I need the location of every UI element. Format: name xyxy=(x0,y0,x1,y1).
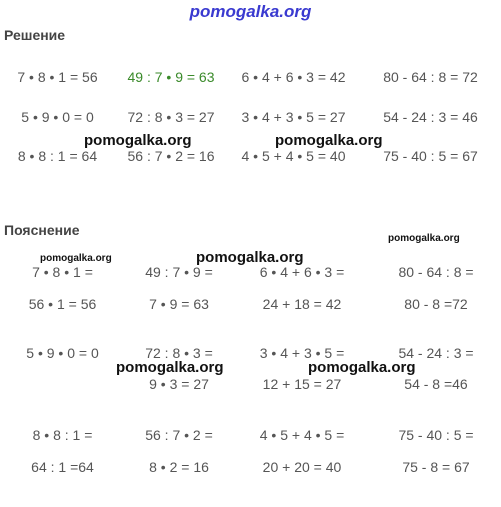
explanation-expr: 9 • 3 = 27 xyxy=(149,376,209,392)
site-logo: pomogalka.org xyxy=(189,2,312,21)
explanation-expr: 64 : 1 =64 xyxy=(31,459,94,475)
explanation-heading: Пояснение xyxy=(4,222,80,238)
solution-expr: 54 - 24 : 3 = 46 xyxy=(383,109,478,125)
explanation-expr: 56 • 1 = 56 xyxy=(28,296,97,312)
solution-expr: 5 • 9 • 0 = 0 xyxy=(21,109,94,125)
watermark: pomogalka.org xyxy=(40,253,112,264)
explanation-expr: 12 + 15 = 27 xyxy=(262,376,342,392)
explanation-expr: 80 - 8 =72 xyxy=(404,296,468,312)
explanation-expr: 54 - 24 : 3 = xyxy=(398,345,474,361)
solution-heading: Решение xyxy=(4,27,66,43)
watermark: pomogalka.org xyxy=(388,233,460,244)
solution-expr: 75 - 40 : 5 = 67 xyxy=(383,148,478,164)
explanation-expr: 80 - 64 : 8 = xyxy=(398,264,474,280)
explanation-expr: 6 • 4 + 6 • 3 = xyxy=(259,264,345,280)
solution-expr: 72 : 8 • 3 = 27 xyxy=(127,109,215,125)
explanation-expr: 75 - 8 = 67 xyxy=(402,459,470,475)
explanation-expr: 5 • 9 • 0 = 0 xyxy=(26,345,99,361)
solution-expr: 7 • 8 • 1 = 56 xyxy=(17,69,98,85)
explanation-expr: 7 • 8 • 1 = xyxy=(32,264,93,280)
explanation-expr: 75 - 40 : 5 = xyxy=(398,427,474,443)
watermark: pomogalka.org xyxy=(275,132,383,149)
explanation-expr: 8 • 8 : 1 = xyxy=(32,427,93,443)
explanation-expr: 8 • 2 = 16 xyxy=(149,459,209,475)
explanation-expr: 4 • 5 + 4 • 5 = xyxy=(259,427,345,443)
solution-expr: 49 : 7 • 9 = 63 xyxy=(127,69,215,85)
explanation-expr: 20 + 20 = 40 xyxy=(262,459,342,475)
explanation-expr: 56 : 7 • 2 = xyxy=(145,427,213,443)
solution-expr: 56 : 7 • 2 = 16 xyxy=(127,148,215,164)
explanation-expr: 7 • 9 = 63 xyxy=(149,296,209,312)
explanation-expr: 54 - 8 =46 xyxy=(404,376,468,392)
solution-expr: 80 - 64 : 8 = 72 xyxy=(383,69,478,85)
solution-expr: 6 • 4 + 6 • 3 = 42 xyxy=(241,69,346,85)
watermark: pomogalka.org xyxy=(308,359,416,376)
explanation-expr: 72 : 8 • 3 = xyxy=(145,345,213,361)
explanation-expr: 24 + 18 = 42 xyxy=(262,296,342,312)
watermark: pomogalka.org xyxy=(196,249,304,266)
solution-expr: 3 • 4 + 3 • 5 = 27 xyxy=(241,109,346,125)
explanation-expr: 49 : 7 • 9 = xyxy=(145,264,213,280)
watermark: pomogalka.org xyxy=(116,359,224,376)
watermark: pomogalka.org xyxy=(84,132,192,149)
solution-expr: 4 • 5 + 4 • 5 = 40 xyxy=(241,148,346,164)
explanation-expr: 3 • 4 + 3 • 5 = xyxy=(259,345,345,361)
solution-expr: 8 • 8 : 1 = 64 xyxy=(17,148,98,164)
